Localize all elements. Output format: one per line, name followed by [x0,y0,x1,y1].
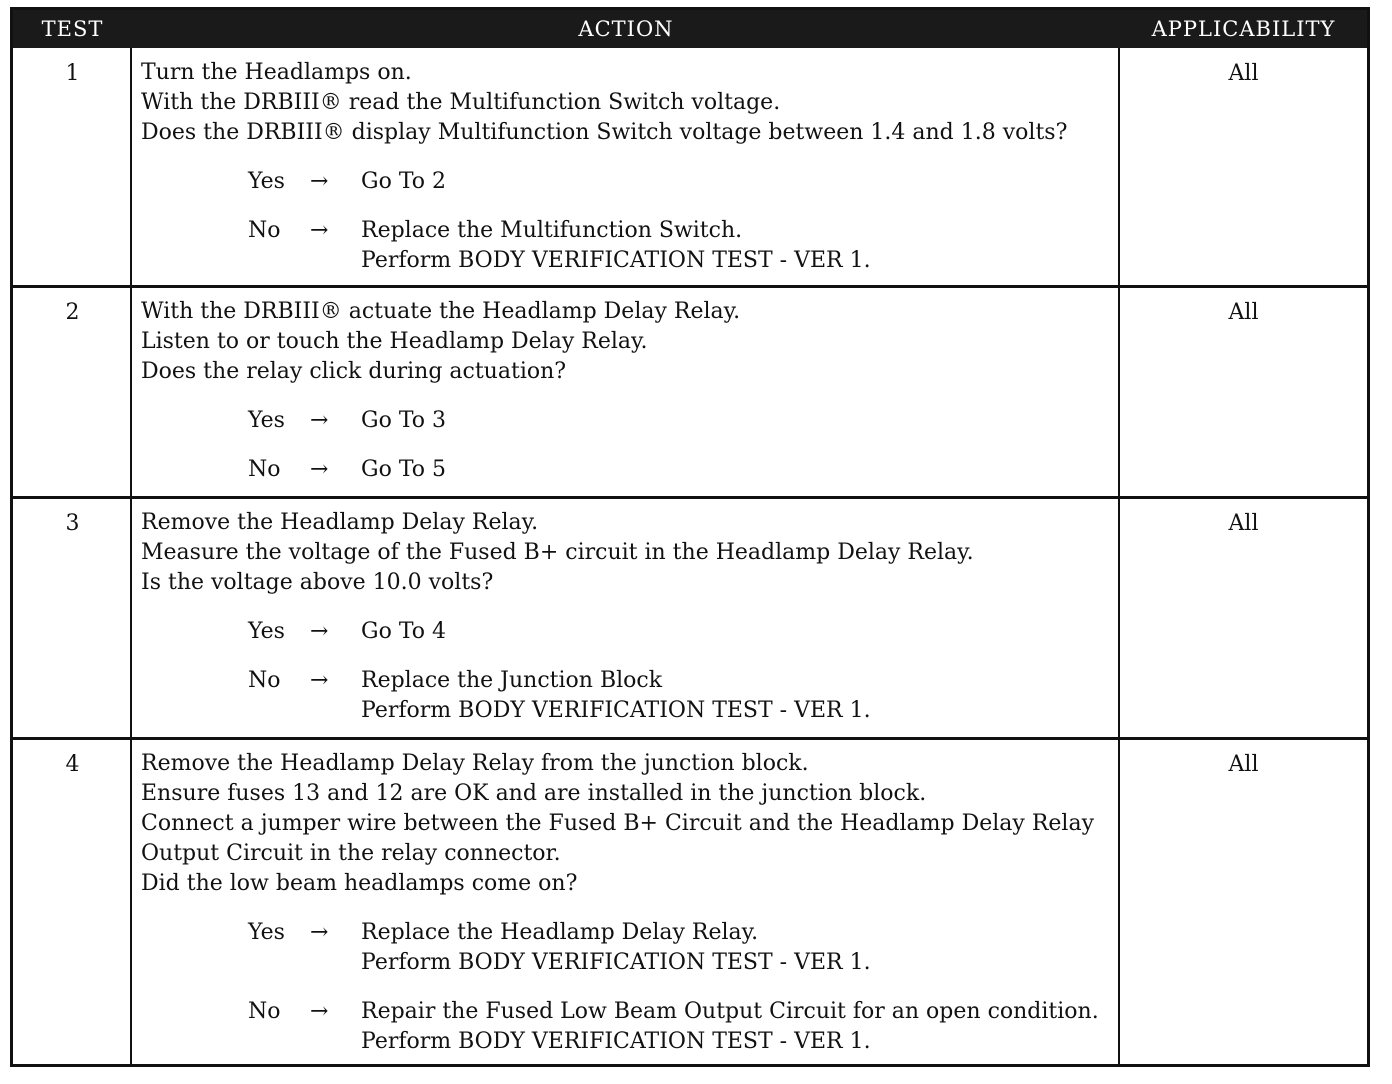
test-number: 2 [65,300,80,325]
no-result [361,666,871,726]
result-line: Replace the Junction Block [361,668,663,693]
table-header [13,10,1367,48]
test-number: 4 [65,752,80,777]
action-line: Remove the Headlamp Delay Relay from the junction block. [141,751,809,776]
action-text [141,508,1116,598]
yes-label: Yes [248,169,285,194]
arrow-icon: → [310,668,329,693]
arrow-icon: → [310,619,329,644]
action-line: Does the relay click during actuation? [141,359,567,384]
test-number: 1 [65,61,80,86]
result-line: Perform BODY VERIFICATION TEST - VER 1. [361,698,871,723]
action-line: Remove the Headlamp Delay Relay. [141,510,539,535]
arrow-icon: → [310,218,329,243]
action-line: Did the low beam headlamps come on? [141,871,578,896]
yes-answer [248,918,1108,978]
header-action: ACTION [578,17,674,41]
yes-answer [248,617,1108,647]
row-divider [13,285,1367,288]
diagnostic-test-table [10,7,1370,1067]
result-line: Go To 4 [361,619,447,644]
action-line: Listen to or touch the Headlamp Delay Relay. [141,329,648,354]
action-text [141,58,1116,148]
result-line: Repair the Fused Low Beam Output Circuit for an open condition. [361,999,1099,1024]
yes-result [361,167,446,197]
applicability-value: All [1228,752,1259,777]
column-divider [130,48,132,1064]
header-applicability: APPLICABILITY [1151,17,1336,41]
action-line: Ensure fuses 13 and 12 are OK and are installed in the junction block. [141,781,927,806]
test-number: 3 [65,511,80,536]
action-text [141,749,1116,899]
row-divider [13,737,1367,740]
applicability-value: All [1228,511,1259,536]
yes-label: Yes [248,619,285,644]
result-line: Perform BODY VERIFICATION TEST - VER 1. [361,1029,871,1054]
action-line: With the DRBIII® actuate the Headlamp Delay Relay. [141,299,741,324]
column-divider [1118,48,1120,1064]
action-line: Turn the Headlamps on. [141,60,412,85]
result-line: Go To 5 [361,457,447,482]
no-answer [248,216,1108,276]
row-divider [13,496,1367,499]
arrow-icon: → [310,920,329,945]
result-line: Perform BODY VERIFICATION TEST - VER 1. [361,248,871,273]
action-line: With the DRBIII® read the Multifunction Switch voltage. [141,90,781,115]
result-line: Perform BODY VERIFICATION TEST - VER 1. [361,950,871,975]
no-result [361,997,1099,1057]
no-label: No [248,999,281,1024]
result-line: Go To 2 [361,169,447,194]
action-line: Is the voltage above 10.0 volts? [141,570,494,595]
action-line: Connect a jumper wire between the Fused B+ Circuit and the Headlamp Delay Relay [141,811,1094,836]
action-text [141,297,1116,387]
arrow-icon: → [310,408,329,433]
yes-result [361,617,446,647]
action-line: Output Circuit in the relay connector. [141,841,561,866]
applicability-value: All [1228,300,1259,325]
no-label: No [248,218,281,243]
arrow-icon: → [310,999,329,1024]
yes-answer [248,406,1108,436]
arrow-icon: → [310,169,329,194]
yes-result [361,918,871,978]
result-line: Replace the Multifunction Switch. [361,218,743,243]
result-line: Go To 3 [361,408,447,433]
no-label: No [248,668,281,693]
no-answer [248,455,1108,485]
no-label: No [248,457,281,482]
action-line: Does the DRBIII® display Multifunction Switch voltage between 1.4 and 1.8 volts? [141,120,1068,145]
header-test: TEST [41,17,104,41]
no-result [361,455,446,485]
result-line: Replace the Headlamp Delay Relay. [361,920,759,945]
no-result [361,216,871,276]
arrow-icon: → [310,457,329,482]
yes-answer [248,167,1108,197]
yes-result [361,406,446,436]
yes-label: Yes [248,408,285,433]
no-answer [248,997,1108,1057]
no-answer [248,666,1108,726]
yes-label: Yes [248,920,285,945]
action-line: Measure the voltage of the Fused B+ circuit in the Headlamp Delay Relay. [141,540,974,565]
applicability-value: All [1228,61,1259,86]
